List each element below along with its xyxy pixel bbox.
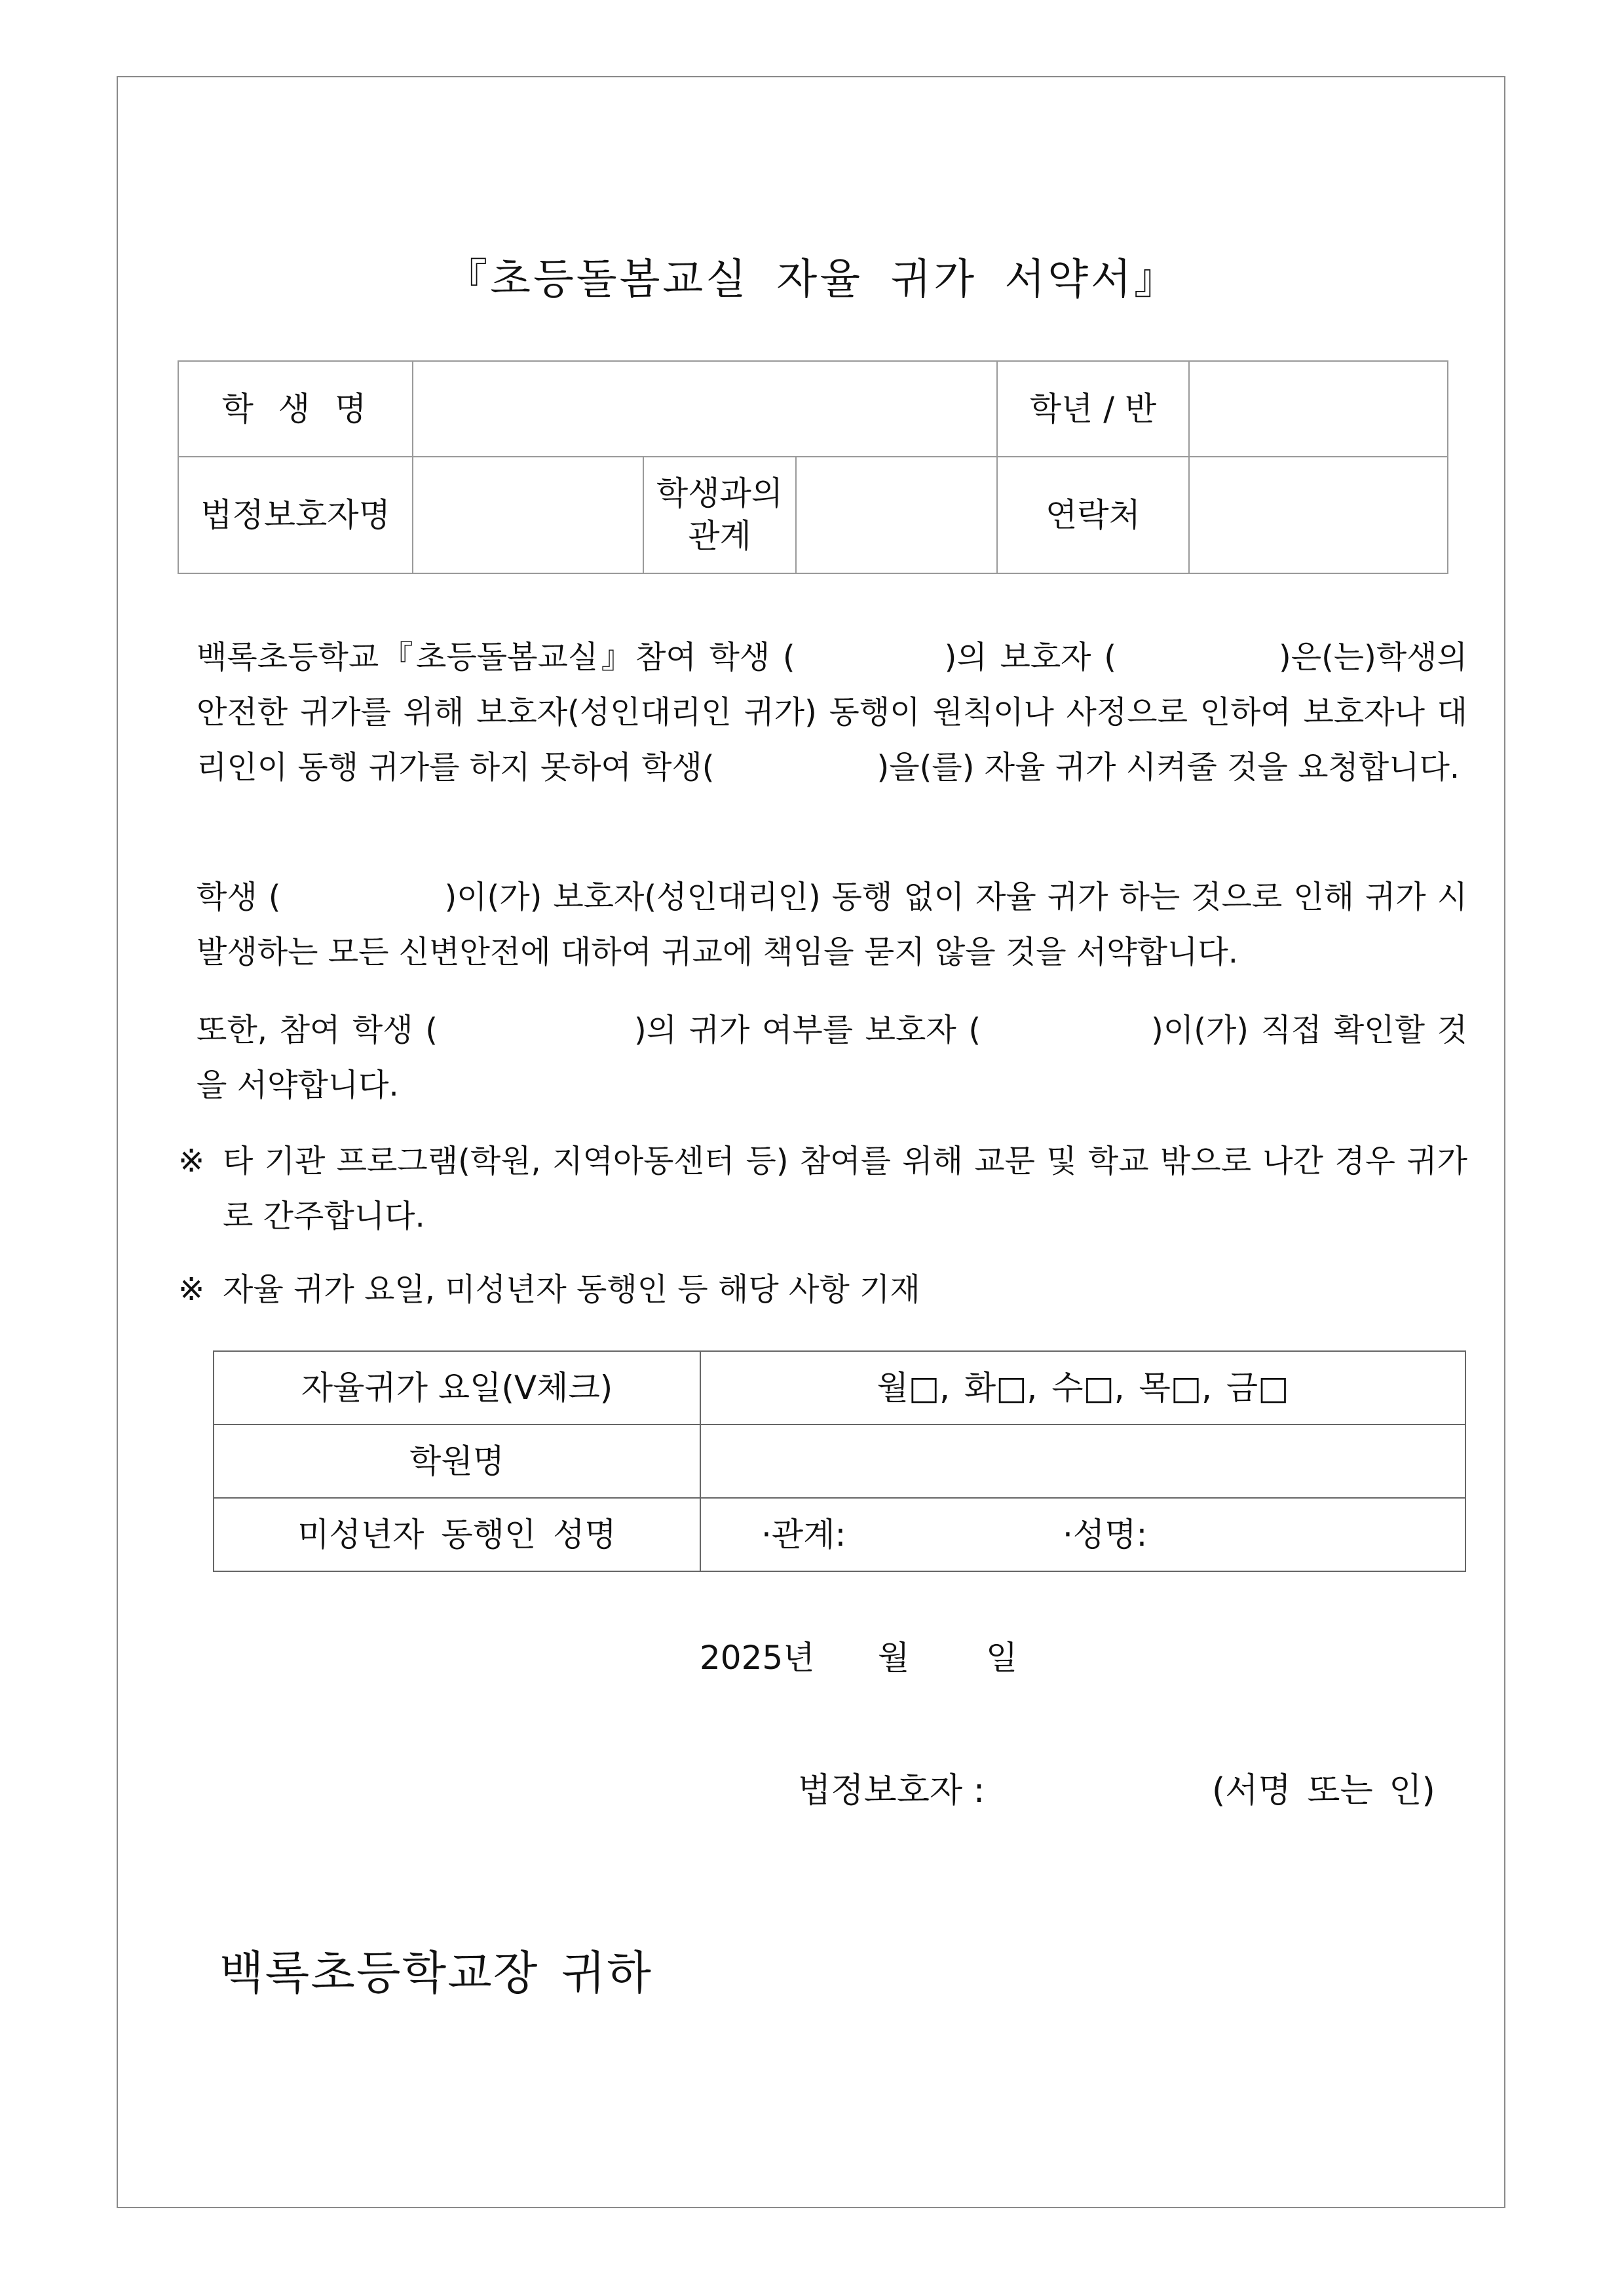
grade-class-label: 학년 / 반 bbox=[997, 361, 1189, 457]
student-info-table bbox=[178, 360, 1448, 574]
reference-mark: ※ bbox=[178, 1271, 205, 1308]
document-title: 『초등돌봄교실 자율 귀가 서약서』 bbox=[445, 256, 1179, 304]
companion-label: 미성년자 동행인 성명 bbox=[214, 1498, 700, 1571]
paragraph-request: 백록초등학교『초등돌봄교실』참여 학생 ( )의 보호자 ( )은(는)학생의 안전한 귀가를 위해 보호자(성인대리인 귀가) 동행이 원칙이나 사정으로 인하여 보호자나 대리인이 동행 귀가를 하지 못하여 학생( )을(를) 자율 귀가 시켜줄 것을 요청합니다. bbox=[197, 639, 1467, 786]
student-name-label: 학 생 명 bbox=[178, 361, 413, 457]
guardian-name-label: 법정보호자명 bbox=[178, 457, 413, 573]
contact-label: 연락처 bbox=[997, 457, 1189, 573]
date-year: 2025년 bbox=[700, 1639, 815, 1677]
note-text: 자율 귀가 요일, 미성년자 동행인 등 해당 사항 기재 bbox=[223, 1271, 920, 1308]
days-label: 자율귀가 요일(V체크) bbox=[214, 1351, 700, 1425]
guardian-name-field[interactable] bbox=[413, 457, 643, 573]
companion-fields[interactable] bbox=[700, 1498, 1465, 1571]
date-month: 월 bbox=[878, 1639, 910, 1677]
days-checkboxes[interactable]: 월□, 화□, 수□, 목□, 금□ bbox=[700, 1351, 1465, 1425]
relation-label: 학생과의 관계 bbox=[643, 457, 796, 573]
academy-label: 학원명 bbox=[214, 1425, 700, 1498]
signature-note: (서명 또는 인) bbox=[1212, 1771, 1435, 1810]
guardian-signature-field[interactable] bbox=[1035, 1756, 1192, 1802]
companion-name-field[interactable]: ·성명: bbox=[1063, 1515, 1148, 1554]
contact-field[interactable] bbox=[1189, 457, 1448, 573]
guardian-signature-label: 법정보호자 : bbox=[798, 1771, 985, 1810]
companion-relation-field[interactable]: ·관계: bbox=[761, 1515, 846, 1554]
schedule-table bbox=[213, 1350, 1466, 1572]
date-day: 일 bbox=[986, 1639, 1018, 1677]
addressee: 백록초등학교장 귀하 bbox=[219, 1946, 652, 2000]
note-text: 타 기관 프로그램(학원, 지역아동센터 등) 참여를 위해 교문 및 학교 밖으로 나간 경우 귀가로 간주합니다. bbox=[223, 1143, 1467, 1234]
academy-field[interactable] bbox=[700, 1425, 1465, 1498]
note-other-programs bbox=[178, 1134, 1467, 1244]
note-fill-in bbox=[178, 1262, 1467, 1317]
student-name-field[interactable] bbox=[413, 361, 997, 457]
paragraph-confirm: 또한, 참여 학생 ( )의 귀가 여부를 보호자 ( )이(가) 직접 확인할 것을 서약합니다. bbox=[197, 1012, 1467, 1103]
paragraph-pledge: 학생 ( )이(가) 보호자(성인대리인) 동행 없이 자율 귀가 하는 것으로 인해 귀가 시 발생하는 모든 신변안전에 대하여 귀교에 책임을 묻지 않을 것을 서약합니다. bbox=[197, 879, 1467, 970]
relation-field[interactable] bbox=[796, 457, 997, 573]
grade-class-field[interactable] bbox=[1189, 361, 1448, 457]
reference-mark: ※ bbox=[178, 1143, 205, 1179]
